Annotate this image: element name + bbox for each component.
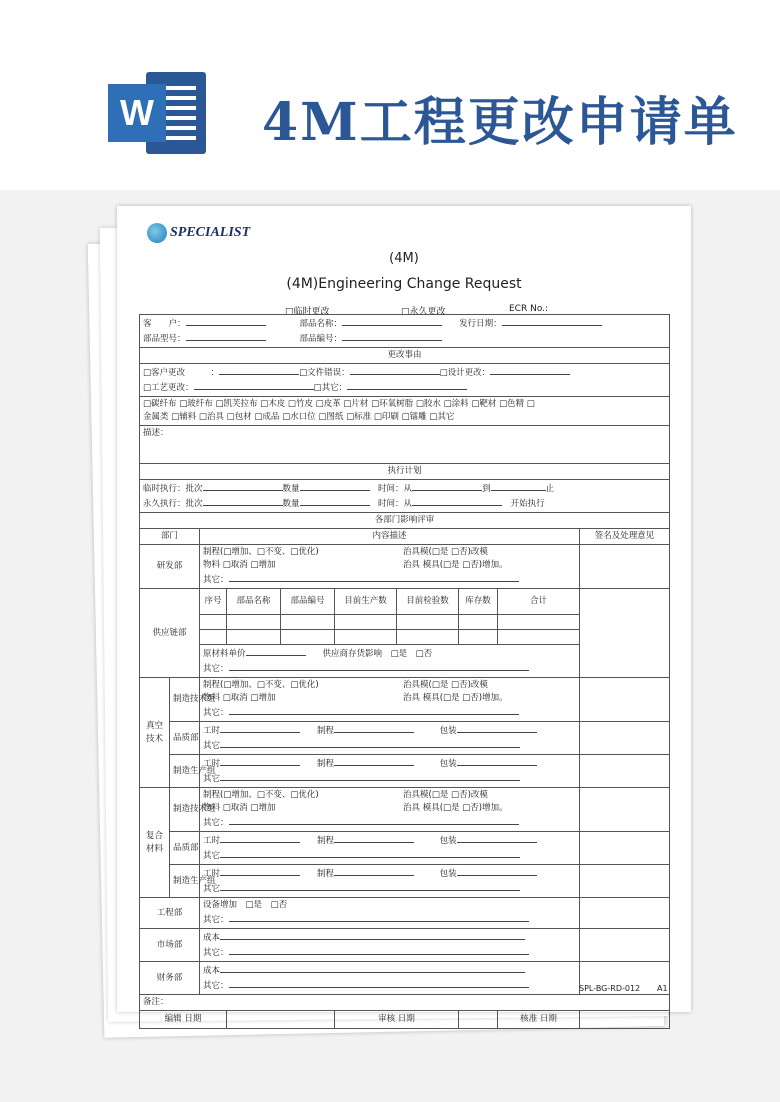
info-row: 客 户： 部品名称： 发行日期： 部品型号： 部品编号： (140, 315, 670, 348)
rd-row: 研发部 制程(□增加、□不变、□优化) 治具模(□是 □否)改模 物料 □取消 □增加 治具 模具(□是 □否)增加。 其它： (140, 545, 670, 589)
word-icon: W (108, 72, 206, 154)
remark-field[interactable]: 备注： (140, 995, 670, 1011)
review-title: 各部门影响评审 (140, 513, 670, 529)
reviewer-signature[interactable]: 审核 日期 (335, 1011, 459, 1029)
col-sign: 签名及处理意见 (580, 529, 670, 545)
form-subheading: (4M)Engineering Change Request (286, 276, 522, 292)
vacuum-quality-row: 品质部 工时 制程 包装 其它 (140, 722, 670, 755)
ecr-no-label: ECR No.: (509, 304, 549, 314)
marketing-row: 市场部 成本 其它： (140, 929, 670, 962)
banner-title: 4M工程更改申请单 (262, 92, 738, 153)
finance-row: 财务部 成本 其它： (140, 962, 670, 995)
change-request-table (139, 314, 670, 1029)
vacuum-production-row: 制造生产组 工时 制程 包装 其它 (140, 755, 670, 788)
form-sheet (117, 206, 691, 1024)
perm-change-checkbox[interactable]: □永久更改 (401, 307, 446, 317)
composite-production-row: 制造生产组 工时 制程 包装 其它 (140, 865, 670, 898)
col-content: 内容描述 (200, 529, 580, 545)
reason-title: 更改事由 (140, 348, 670, 364)
form-code: SPL-BG-RD-012 (579, 984, 641, 993)
editor-signature[interactable]: 编辑 日期 (140, 1011, 227, 1029)
form-heading: (4M) (389, 251, 419, 266)
col-dept: 部门 (140, 529, 200, 545)
banner (0, 0, 780, 190)
brand-logo: SPECIALIST (147, 223, 250, 243)
globe-icon (147, 223, 167, 243)
engineering-row: 工程部 设备增加 □是 □否 其它： (140, 898, 670, 929)
plan-title: 执行计划 (140, 464, 670, 480)
composite-tech-row: 复合材料 制造技术组 制程(□增加、□不变、□优化) 治具模(□是 □否)改模 物料 □取消 □增加 治具 模具(□是 □否)增加。 其它： (140, 788, 670, 832)
supply-header-row: 供应链部 序号 部品名称 部品编号 目前生产数 目前检验数 库存数 合计 (140, 589, 670, 615)
approver-signature[interactable]: 核准 日期 (498, 1011, 580, 1029)
reason-row: □客户更改 ： □文件错误： □设计更改： □工艺更改： □其它： (140, 364, 670, 397)
form-revision: A1 (657, 984, 668, 993)
description-field[interactable]: 描述： (140, 426, 670, 464)
plan-row: 临时执行：批次 数量 时间：从 到 止 永久执行：批次 数量 时间：从 开始执行 (140, 480, 670, 513)
temp-change-checkbox[interactable]: □临时更改 (285, 307, 330, 317)
composite-quality-row: 品质部 工时 制程 包装 其它 (140, 832, 670, 865)
supply-price-row: 原材料单价 供应商存货影响 □是 □否 其它： (140, 645, 670, 678)
signature-row (140, 1011, 670, 1029)
vacuum-tech-row: 真空技术 制造技术组 制程(□增加、□不变、□优化) 治具模(□是 □否)改模 物料 □取消 □增加 治具 模具(□是 □否)增加。 其它： (140, 678, 670, 722)
materials-row: □碳纤布 □玻纤布 □凯芙拉布 □木皮 □竹皮 □皮革 □片材 □环氧树脂 □胶水 □涂料 □靶材 □色精 □ 金属类 □辅料 □治具 □包材 □成品 □水口位 □图纸 □标准 □印刷 □镭雕 □其它 (140, 397, 670, 426)
